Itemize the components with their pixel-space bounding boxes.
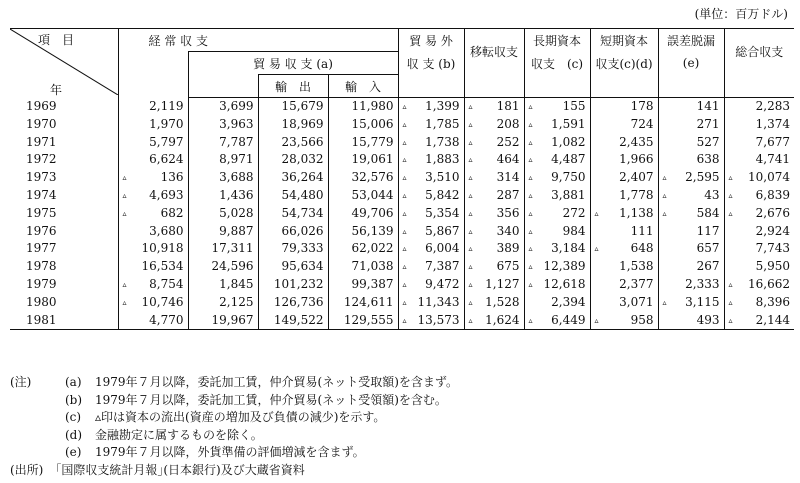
cell-tb: 8,971 xyxy=(188,151,258,169)
cell-st: 724 xyxy=(590,116,658,134)
table-row xyxy=(10,187,794,205)
cell-ca: ▵ 10,746 xyxy=(118,294,188,312)
table-row xyxy=(10,151,794,169)
cell-ca: ▵ 8,754 xyxy=(118,276,188,294)
cell-ex: 79,333 xyxy=(258,240,328,258)
cell-lt: ▵ 9,750 xyxy=(524,169,590,187)
cell-lt: 2,394 xyxy=(524,294,590,312)
row-year: 1969 xyxy=(26,98,57,113)
cell-st: 1,538 xyxy=(590,258,658,276)
cell-tr: ▵ 208 xyxy=(464,116,524,134)
cell-tr: ▵ 1,624 xyxy=(464,312,524,330)
header-tb-blank xyxy=(188,75,258,98)
row-year: 1972 xyxy=(26,152,57,167)
table-row xyxy=(10,98,794,116)
cell-er: 141 xyxy=(658,98,724,116)
row-year: 1977 xyxy=(26,241,57,256)
cell-tb: 24,596 xyxy=(188,258,258,276)
header-short-term-1: 短期資本 xyxy=(590,29,658,52)
note-item: (c) ▵印は資本の流出(資産の増加及び負債の減少)を示す。 xyxy=(65,410,386,424)
table-row xyxy=(10,205,794,223)
cell-im: 56,139 xyxy=(328,223,398,241)
table-row xyxy=(10,223,794,241)
cell-ex: 54,480 xyxy=(258,187,328,205)
note-item: (b) 1979年７月以降，委託加工賃，仲介貿易(ネット受領額)を含む。 xyxy=(65,392,447,407)
cell-st: 1,778 xyxy=(590,187,658,205)
cell-tr: ▵ 389 xyxy=(464,240,524,258)
cell-tb: 9,887 xyxy=(188,223,258,241)
cell-tr: ▵ 340 xyxy=(464,223,524,241)
cell-inv: ▵ 13,573 xyxy=(398,312,464,330)
cell-er: 657 xyxy=(658,240,724,258)
cell-lt: ▵ 6,449 xyxy=(524,312,590,330)
cell-lt: ▵ 1,082 xyxy=(524,134,590,152)
cell-tb: 5,028 xyxy=(188,205,258,223)
cell-st: 111 xyxy=(590,223,658,241)
cell-inv: ▵ 1,399 xyxy=(398,98,464,116)
cell-er: ▵ 584 xyxy=(658,205,724,223)
header-current-account: 経 常 収 支 xyxy=(118,29,398,52)
cell-er: ▵ 43 xyxy=(658,187,724,205)
header-long-term-1: 長期資本 xyxy=(524,29,590,52)
cell-tb: 17,311 xyxy=(188,240,258,258)
cell-tr: ▵ 287 xyxy=(464,187,524,205)
row-year: 1971 xyxy=(26,134,57,149)
cell-ov: ▵ 2,144 xyxy=(724,312,794,330)
cell-inv: ▵ 3,510 xyxy=(398,169,464,187)
cell-er: 527 xyxy=(658,134,724,152)
row-year: 1980 xyxy=(26,294,57,309)
cell-st: 2,435 xyxy=(590,134,658,152)
table-row xyxy=(10,169,794,187)
cell-im: 71,038 xyxy=(328,258,398,276)
cell-ov: 4,741 xyxy=(724,151,794,169)
header-short-term-2: 収支(c)(d) xyxy=(590,52,658,75)
cell-ca: ▵ 4,693 xyxy=(118,187,188,205)
table-row xyxy=(10,258,794,276)
cell-inv: ▵ 5,354 xyxy=(398,205,464,223)
row-year: 1974 xyxy=(26,187,57,202)
cell-inv: ▵ 7,387 xyxy=(398,258,464,276)
cell-tr: ▵ 1,528 xyxy=(464,294,524,312)
header-transfers: 移転収支 xyxy=(464,29,524,75)
cell-im: 49,706 xyxy=(328,205,398,223)
cell-ex: 23,566 xyxy=(258,134,328,152)
cell-ca: 6,624 xyxy=(118,151,188,169)
table-row xyxy=(10,276,794,294)
cell-st: ▵ 958 xyxy=(590,312,658,330)
cell-tr: ▵ 181 xyxy=(464,98,524,116)
cell-tb: 1,436 xyxy=(188,187,258,205)
header-corner xyxy=(10,29,118,98)
source-line: (出所) ｢国際収支統計月報｣(日本銀行)及び大蔵省資料 xyxy=(10,463,305,477)
cell-ca: 16,534 xyxy=(118,258,188,276)
row-year: 1981 xyxy=(10,312,118,330)
header-year: 年 xyxy=(50,83,63,97)
cell-im: 11,980 xyxy=(328,98,398,116)
cell-tb: 3,963 xyxy=(188,116,258,134)
cell-ov: ▵ 8,396 xyxy=(724,294,794,312)
cell-im: 15,006 xyxy=(328,116,398,134)
cell-tb: 7,787 xyxy=(188,134,258,152)
header-long-term-2: 収支 (c) xyxy=(524,52,590,75)
row-year: 1970 xyxy=(26,116,57,131)
cell-inv: ▵ 11,343 xyxy=(398,294,464,312)
cell-ov: ▵ 10,074 xyxy=(724,169,794,187)
cell-ov: ▵ 6,839 xyxy=(724,187,794,205)
cell-ca: 3,680 xyxy=(118,223,188,241)
cell-im: 15,779 xyxy=(328,134,398,152)
cell-lt: ▵ 4,487 xyxy=(524,151,590,169)
table-body xyxy=(10,98,794,330)
cell-er: 271 xyxy=(658,116,724,134)
note-item: (注) (a) 1979年７月以降，委託加工賃，仲介貿易(ネット受取額)を含まず。 xyxy=(10,375,458,389)
cell-tb: 1,845 xyxy=(188,276,258,294)
cell-tr: ▵ 314 xyxy=(464,169,524,187)
cell-ex: 66,026 xyxy=(258,223,328,241)
unit-label: (単位：百万ドル) xyxy=(694,7,788,21)
header-errors-2: (e) xyxy=(658,52,724,75)
table-row xyxy=(10,294,794,312)
table-row xyxy=(10,134,794,152)
table-row xyxy=(10,312,794,330)
header-ca-blank xyxy=(118,52,188,98)
cell-inv: ▵ 1,738 xyxy=(398,134,464,152)
notes xyxy=(10,374,458,462)
cell-ex: 28,032 xyxy=(258,151,328,169)
cell-ex: 36,264 xyxy=(258,169,328,187)
cell-inv: ▵ 5,867 xyxy=(398,223,464,241)
cell-ca: 5,797 xyxy=(118,134,188,152)
cell-st: 2,407 xyxy=(590,169,658,187)
cell-ex: 101,232 xyxy=(258,276,328,294)
cell-ex: 18,969 xyxy=(258,116,328,134)
cell-ex: 95,634 xyxy=(258,258,328,276)
cell-ov: 7,743 xyxy=(724,240,794,258)
table-header xyxy=(10,29,794,98)
cell-inv: ▵ 1,883 xyxy=(398,151,464,169)
cell-inv: ▵ 9,472 xyxy=(398,276,464,294)
header-errors-1: 誤差脱漏 xyxy=(658,29,724,52)
row-year: 1975 xyxy=(26,205,57,220)
cell-lt: ▵ 272 xyxy=(524,205,590,223)
cell-tb: 2,125 xyxy=(188,294,258,312)
cell-lt: ▵ 155 xyxy=(524,98,590,116)
cell-im: 32,576 xyxy=(328,169,398,187)
cell-st: 178 xyxy=(590,98,658,116)
cell-ca: 10,918 xyxy=(118,240,188,258)
cell-lt: ▵ 3,881 xyxy=(524,187,590,205)
note-item: (e) 1979年７月以降，外貨準備の評価増減を含まず。 xyxy=(65,445,365,459)
cell-inv: ▵ 6,004 xyxy=(398,240,464,258)
cell-ov: 2,283 xyxy=(724,98,794,116)
cell-tr: ▵ 675 xyxy=(464,258,524,276)
balance-of-payments-table xyxy=(10,28,794,330)
cell-ex: 15,679 xyxy=(258,98,328,116)
cell-tr: ▵ 1,127 xyxy=(464,276,524,294)
cell-inv: ▵ 5,842 xyxy=(398,187,464,205)
row-year: 1973 xyxy=(26,170,57,185)
table-row xyxy=(10,116,794,134)
cell-ca: ▵ 682 xyxy=(118,205,188,223)
note-item: (d) 金融勘定に属するものを除く。 xyxy=(65,427,263,442)
cell-im: 53,044 xyxy=(328,187,398,205)
cell-tb: 3,688 xyxy=(188,169,258,187)
cell-ov: 1,374 xyxy=(724,116,794,134)
row-year: 1979 xyxy=(26,276,57,291)
cell-im: 62,022 xyxy=(328,240,398,258)
cell-im: 124,611 xyxy=(328,294,398,312)
cell-tb: 3,699 xyxy=(188,98,258,116)
cell-im: 99,387 xyxy=(328,276,398,294)
cell-ov: ▵ 2,676 xyxy=(724,205,794,223)
cell-ex: 149,522 xyxy=(258,312,328,330)
header-exports: 輸 出 xyxy=(258,75,328,98)
row-year: 1978 xyxy=(26,259,57,274)
cell-ca: 1,970 xyxy=(118,116,188,134)
cell-tb: 19,967 xyxy=(188,312,258,330)
cell-tr: ▵ 252 xyxy=(464,134,524,152)
header-item: 項 目 xyxy=(38,33,75,47)
table-row xyxy=(10,240,794,258)
cell-lt: ▵ 3,184 xyxy=(524,240,590,258)
cell-st: 3,071 xyxy=(590,294,658,312)
cell-er: ▵ 2,595 xyxy=(658,169,724,187)
cell-ex: 126,736 xyxy=(258,294,328,312)
cell-ex: 54,734 xyxy=(258,205,328,223)
cell-tr: ▵ 464 xyxy=(464,151,524,169)
cell-ov: 2,924 xyxy=(724,223,794,241)
cell-ov: 7,677 xyxy=(724,134,794,152)
cell-ov: 5,950 xyxy=(724,258,794,276)
cell-er: 493 xyxy=(658,312,724,330)
cell-er: ▵ 3,115 xyxy=(658,294,724,312)
cell-ca: ▵ 136 xyxy=(118,169,188,187)
header-imports: 輸 入 xyxy=(328,75,398,98)
cell-inv: ▵ 1,785 xyxy=(398,116,464,134)
cell-ov: ▵ 16,662 xyxy=(724,276,794,294)
cell-lt: ▵ 12,618 xyxy=(524,276,590,294)
cell-er: 267 xyxy=(658,258,724,276)
header-overall: 総合収支 xyxy=(724,29,794,75)
cell-im: 19,061 xyxy=(328,151,398,169)
cell-er: 2,333 xyxy=(658,276,724,294)
cell-ca: 4,770 xyxy=(118,312,188,330)
header-trade-balance: 貿 易 収 支 (a) xyxy=(188,52,398,75)
cell-er: 638 xyxy=(658,151,724,169)
cell-ca: 2,119 xyxy=(118,98,188,116)
row-year: 1976 xyxy=(26,223,57,238)
cell-lt: ▵ 1,591 xyxy=(524,116,590,134)
cell-st: 2,377 xyxy=(590,276,658,294)
cell-st: ▵ 648 xyxy=(590,240,658,258)
cell-tr: ▵ 356 xyxy=(464,205,524,223)
cell-er: 117 xyxy=(658,223,724,241)
cell-st: ▵ 1,138 xyxy=(590,205,658,223)
header-invisible-1: 貿 易 外 xyxy=(398,29,464,52)
cell-lt: ▵ 984 xyxy=(524,223,590,241)
cell-lt: ▵ 12,389 xyxy=(524,258,590,276)
cell-im: 129,555 xyxy=(328,312,398,330)
header-invisible-2: 収 支 (b) xyxy=(398,52,464,75)
cell-st: 1,966 xyxy=(590,151,658,169)
